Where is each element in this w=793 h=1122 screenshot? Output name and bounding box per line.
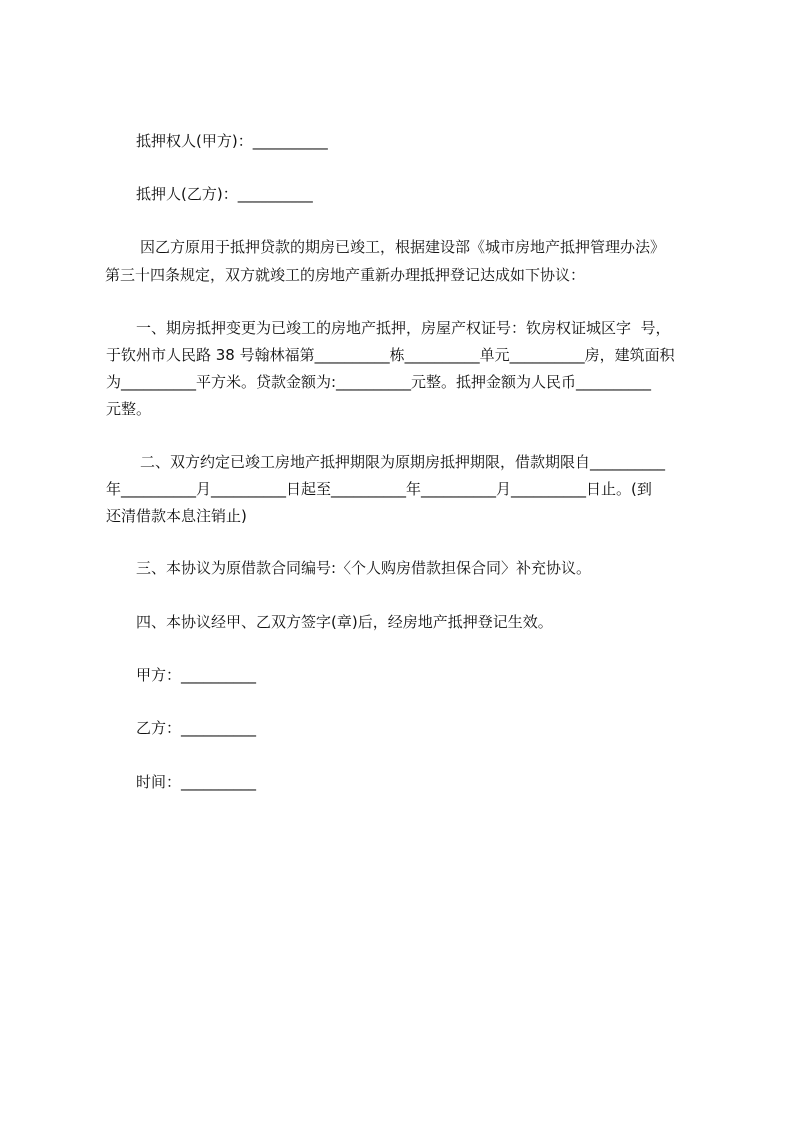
signature-party-a: 甲方：__________ xyxy=(136,666,257,684)
signature-party-b: 乙方：__________ xyxy=(136,719,257,737)
intro-line-1: 因乙方原用于抵押贷款的期房已竣工，根据建设部《城市房地产抵押管理办法》 xyxy=(140,238,666,256)
clause-1-line-1: 一、期房抵押变更为已竣工的房地产抵押，房屋产权证号：钦房权证城区字 号， xyxy=(136,319,671,337)
clause-2-line-3: 还清借款本息注销止) xyxy=(106,507,247,525)
clause-2-line-1: 二、双方约定已竣工房地产抵押期限为原期房抵押期限，借款期限自__________ xyxy=(140,453,666,471)
clause-1-line-2: 于钦州市人民路 38 号翰林福第__________栋__________单元__________房，建筑面积 xyxy=(106,346,675,364)
intro-line-2: 第三十四条规定，双方就竣工的房地产重新办理抵押登记达成如下协议： xyxy=(105,266,586,284)
clause-1-line-4: 元整。 xyxy=(106,400,152,418)
clause-3: 三、本协议为原借款合同编号:〈个人购房借款担保合同〉补充协议。 xyxy=(136,559,592,577)
clause-1-line-3: 为__________平方米。贷款金额为:__________元整。抵押金额为人民币__________ xyxy=(106,373,652,391)
clause-2-line-2: 年__________月__________日起至__________年__________月__________日止。(到 xyxy=(106,480,652,498)
clause-4: 四、本协议经甲、乙双方签字(章)后，经房地产抵押登记生效。 xyxy=(136,613,553,631)
signature-time: 时间：__________ xyxy=(136,773,257,791)
mortgagor-line: 抵押人(乙方)：__________ xyxy=(136,185,313,203)
mortgagee-line: 抵押权人(甲方)：__________ xyxy=(136,132,328,150)
